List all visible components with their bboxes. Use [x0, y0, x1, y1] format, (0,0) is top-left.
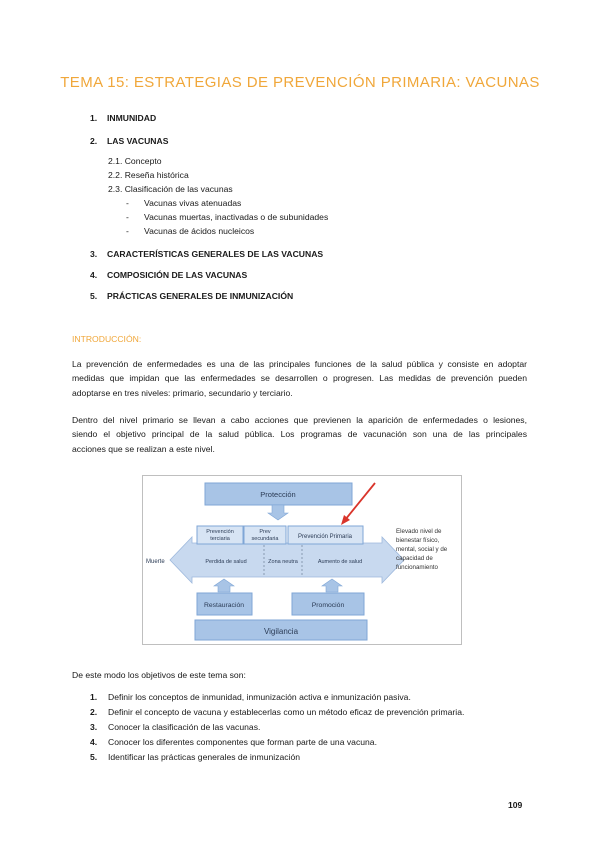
- perdida-label: Perdida de salud: [205, 559, 247, 565]
- toc-item: 1. INMUNIDAD: [90, 113, 157, 123]
- page-title: TEMA 15: ESTRATEGIAS DE PREVENCIÓN PRIMARIA: VACUNAS: [60, 74, 540, 91]
- toc-item: 4. COMPOSICIÓN DE LAS VACUNAS: [90, 270, 248, 280]
- prev-primaria-label: Prevención Primaria: [297, 534, 353, 540]
- objective-item: 2. Definir el concepto de vacuna y establecerlas como un método eficaz de prevención primaria.: [90, 707, 465, 717]
- vigilancia-label: Vigilancia: [263, 627, 299, 636]
- zona-neutra-label: Zona neutra: [268, 559, 298, 565]
- prevention-diagram: [142, 475, 462, 645]
- objective-item: 1. Definir los conceptos de inmunidad, inmunización activa e inmunización pasiva.: [90, 692, 411, 702]
- toc-bullet: - Vacunas de ácidos nucleicos: [126, 226, 255, 236]
- toc-subitem: 2.1. Concepto: [108, 156, 162, 166]
- objectives-heading: De este modo los objetivos de este tema son:: [72, 670, 246, 680]
- aumento-label: Aumento de salud: [317, 559, 363, 565]
- toc-item: 5. PRÁCTICAS GENERALES DE INMUNIZACIÓN: [90, 291, 294, 301]
- promocion-label: Promoción: [311, 602, 345, 609]
- prev-terciaria-label-1: Prevención: [206, 529, 234, 535]
- elevado-line-4: capacidad de: [396, 555, 433, 562]
- intro-heading: INTRODUCCIÓN:: [72, 334, 142, 344]
- toc-subitem: 2.2. Reseña histórica: [108, 170, 189, 180]
- prev-secundaria-label-1: Prev: [259, 529, 271, 535]
- elevado-line-3: mental, social y de: [396, 546, 448, 553]
- elevado-line-1: Elevado nivel de: [396, 528, 442, 535]
- objective-item: 5. Identificar las prácticas generales de inmunización: [90, 752, 301, 762]
- toc-subitem: 2.3. Clasificación de las vacunas: [108, 184, 233, 194]
- intro-paragraph-1: La prevención de enfermedades es una de las principales funciones de la salud pública y consiste en adoptar medidas que impidan que las enfermedades se desarrollen o progresen. Las medidas de prevención pueden adoptarse en tres niveles: primario, secundario y terciario.: [72, 359, 527, 398]
- intro-paragraph-2: Dentro del nivel primario se llevan a cabo acciones que previenen la aparición de enfermedades o lesiones, siendo el objetivo principal de la salud pública. Los programas de vacunación son una de las principales acciones que se realizan a este nivel.: [72, 415, 527, 454]
- muerte-label: Muerte: [146, 559, 165, 565]
- proteccion-label: Protección: [260, 490, 296, 499]
- objective-item: 3. Conocer la clasificación de las vacunas.: [90, 722, 261, 732]
- prev-secundaria-label-2: secundaria: [251, 536, 279, 542]
- toc-bullet: - Vacunas muertas, inactivadas o de subunidades: [126, 212, 329, 222]
- restauracion-label: Restauración: [203, 602, 245, 609]
- toc-bullet: - Vacunas vivas atenuadas: [126, 198, 242, 208]
- objective-item: 4. Conocer los diferentes componentes que forman parte de una vacuna.: [90, 737, 377, 747]
- elevado-line-5: funcionamiento: [396, 564, 438, 571]
- toc-item: 3. CARACTERÍSTICAS GENERALES DE LAS VACUNAS: [90, 249, 324, 259]
- elevado-line-2: bienestar físico,: [396, 537, 440, 544]
- prev-terciaria-label-2: terciaria: [210, 536, 230, 542]
- page-number: 109: [508, 800, 523, 810]
- toc-item: 2. LAS VACUNAS: [90, 136, 169, 146]
